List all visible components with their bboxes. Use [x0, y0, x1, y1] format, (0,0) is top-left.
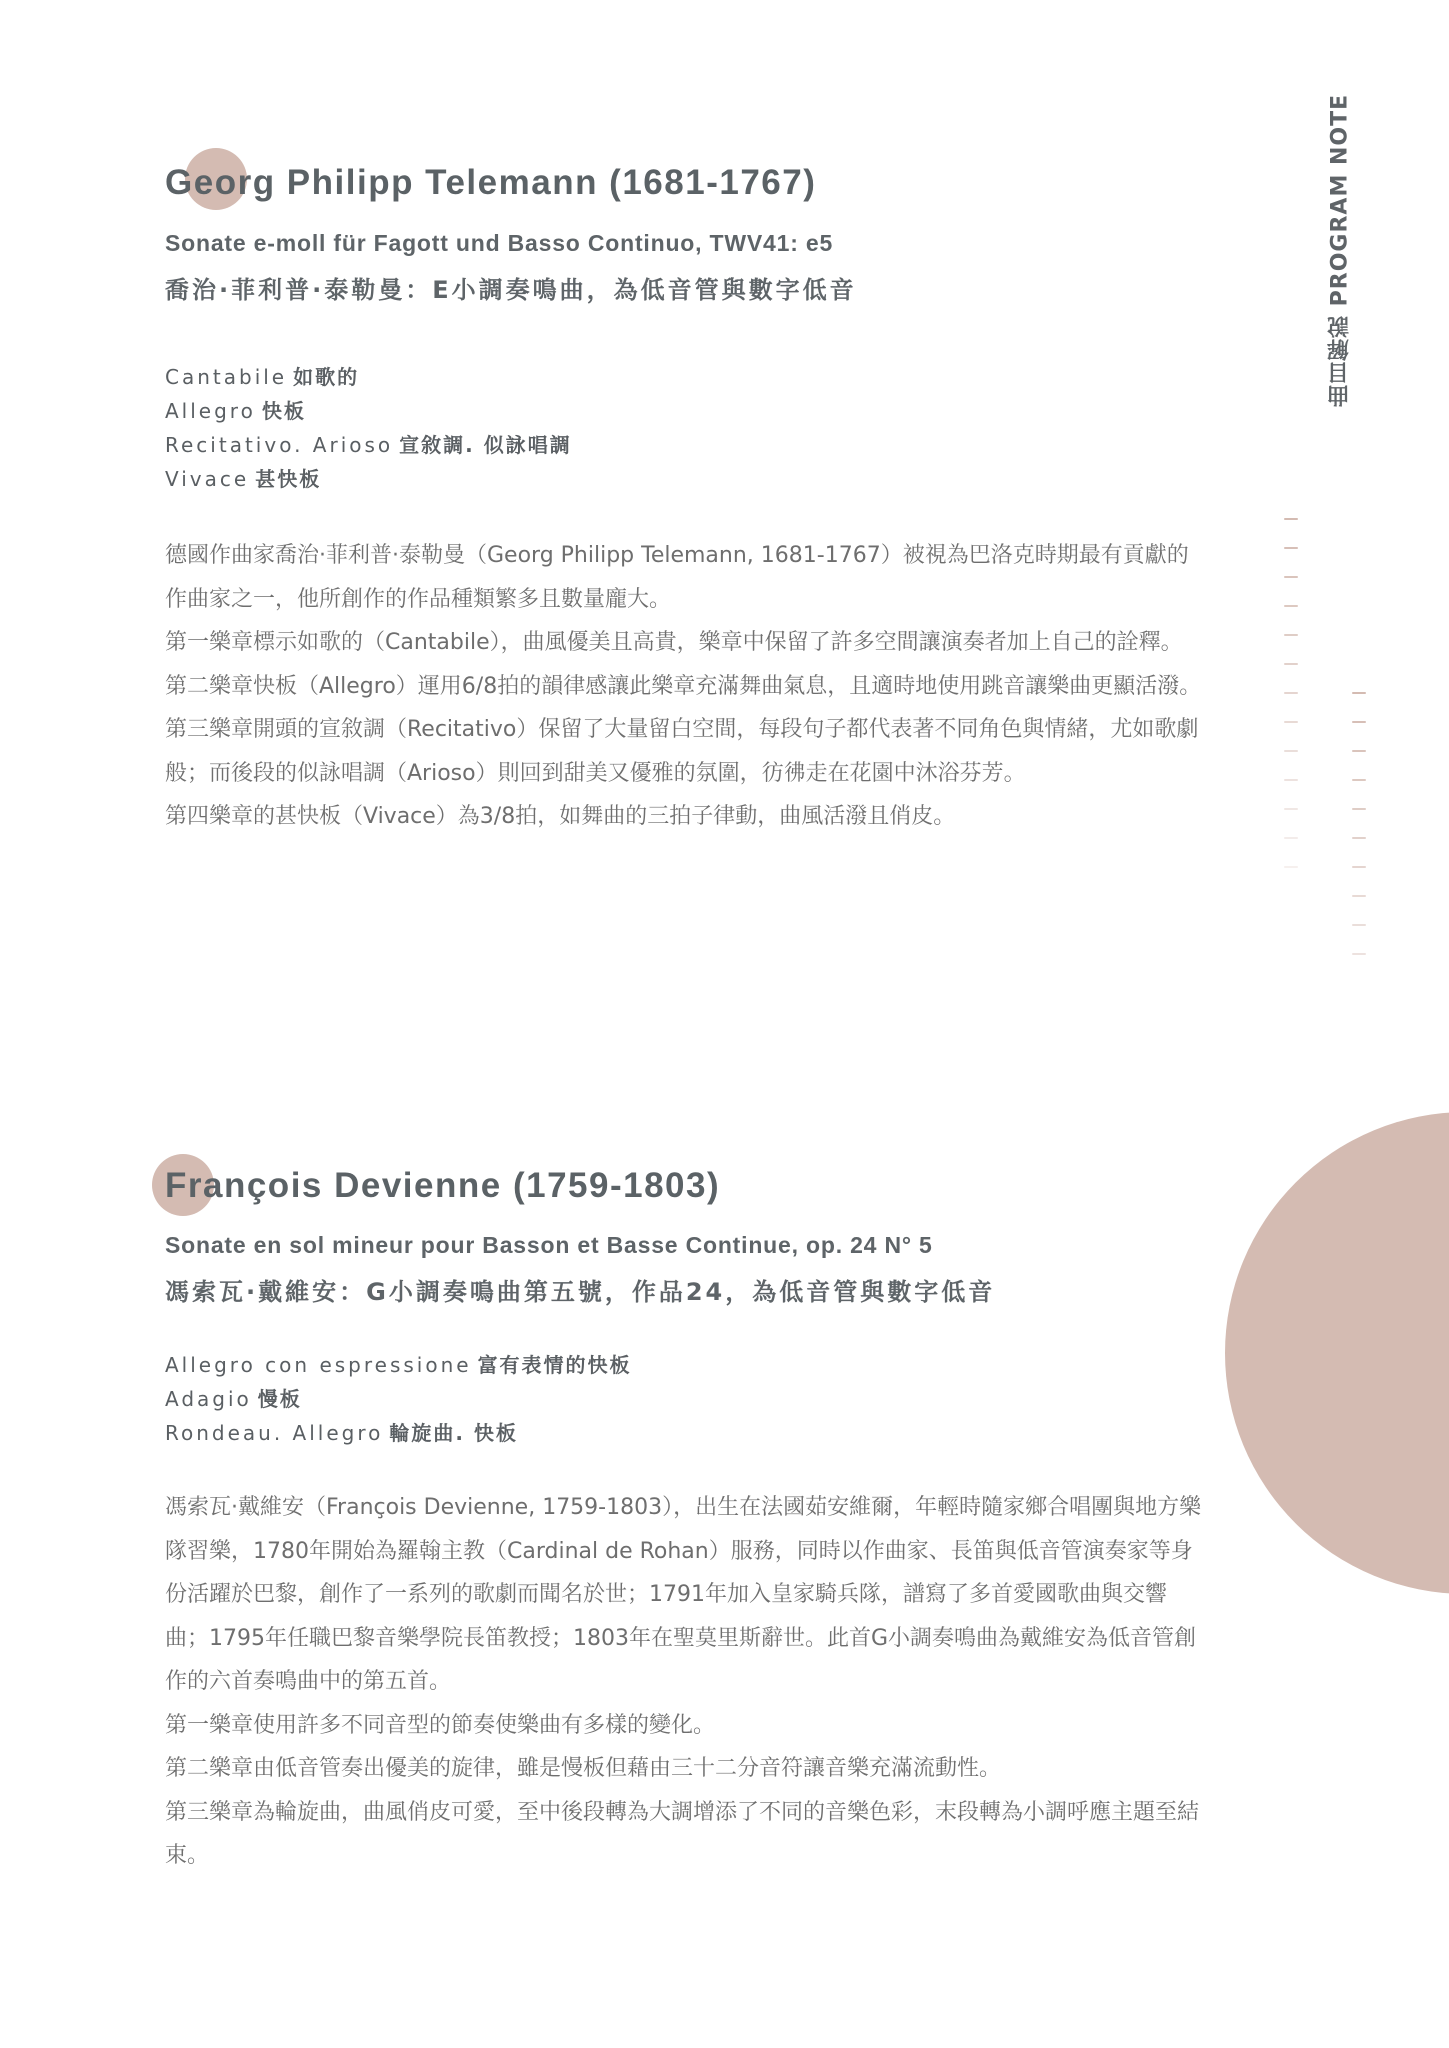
dash-mark: [1352, 750, 1366, 752]
decorative-half-circle: [1225, 1112, 1449, 1594]
dash-mark: [1284, 634, 1298, 636]
dash-mark: [1284, 721, 1298, 723]
dash-mark: [1352, 721, 1366, 723]
dash-mark: [1352, 837, 1366, 839]
dash-mark: [1352, 953, 1366, 955]
work-title: Sonate en sol mineur pour Basson et Basse Continue, op. 24 N° 5: [165, 1232, 933, 1258]
movement-name: Rondeau. Allegro: [165, 1421, 384, 1445]
movement-name: Allegro: [165, 399, 256, 423]
dash-mark: [1284, 866, 1298, 868]
program-note-label: 曲目解說 PROGRAM NOTE: [1327, 93, 1353, 407]
paragraph: 第一樂章使用許多不同音型的節奏使樂曲有多樣的變化。: [165, 1712, 716, 1738]
movement-name: Cantabile: [165, 365, 288, 389]
movement-name-zh: 甚快板: [255, 467, 322, 491]
movement-name-zh: 如歌的: [293, 365, 360, 389]
dash-mark: [1352, 808, 1366, 810]
paragraph: 第三樂章為輪旋曲，曲風俏皮可愛，至中後段轉為大調增添了不同的音樂色彩，末段轉為小調呼應主題至結束。: [165, 1799, 1200, 1868]
paragraph: 第三樂章開頭的宣敘調（Recitativo）保留了大量留白空間，每段句子都代表著不同角色與情緒，尤如歌劇般；而後段的似詠唱調（Arioso）則回到甜美又優雅的氛圍，彷彿走在花園中沐浴芬芳。: [165, 717, 1199, 786]
dash-mark: [1284, 808, 1298, 810]
paragraph: 馮索瓦·戴維安（François Devienne, 1759-1803），出生在法國茹安維爾，年輕時隨家鄉合唱團與地方樂隊習樂，1780年開始為羅翰主教（Cardinal de Rohan）服務，同時以作曲家、長笛與低音管演奏家等身份活躍於巴黎，創作了一系列的歌劇而聞名於世；1791年加入皇家騎兵隊，譜寫了多首愛國歌曲與交響曲；1795年任職巴黎音樂學院長笛教授；1803年在聖莫里斯辭世。此首G小調奏鳴曲為戴維安為低音管創作的六首奏鳴曲中的第五首。: [165, 1495, 1202, 1694]
paragraph: 第二樂章快板（Allegro）運用6/8拍的韻律感讓此樂章充滿舞曲氣息，且適時地使用跳音讓樂曲更顯活潑。: [165, 673, 1202, 699]
movement-list: [165, 360, 572, 496]
movement-item: [165, 1348, 632, 1382]
dash-mark: [1284, 692, 1298, 694]
dash-mark: [1352, 866, 1366, 868]
work-title-zh: 喬治·菲利普·泰勒曼：E小調奏鳴曲，為低音管與數字低音: [165, 276, 857, 304]
dash-mark: [1284, 518, 1298, 520]
movement-name-zh: 慢板: [257, 1387, 302, 1411]
movement-item: [165, 1416, 632, 1450]
movement-name: Allegro con espressione: [165, 1353, 472, 1377]
program-note-body: [165, 1486, 1205, 1878]
movement-name: Vivace: [165, 467, 250, 491]
program-note-body: [165, 534, 1205, 839]
movement-item: [165, 428, 572, 462]
movement-list: [165, 1348, 632, 1450]
dash-mark: [1352, 924, 1366, 926]
dash-mark: [1284, 750, 1298, 752]
movement-item: [165, 1382, 632, 1416]
dash-mark: [1352, 692, 1366, 694]
composer-heading: François Devienne (1759-1803): [165, 1166, 721, 1205]
work-title-zh: 馮索瓦·戴維安：G小調奏鳴曲第五號，作品24，為低音管與數字低音: [165, 1278, 996, 1306]
movement-name-zh: 快板: [261, 399, 306, 423]
paragraph: 第二樂章由低音管奏出優美的旋律，雖是慢板但藉由三十二分音符讓音樂充滿流動性。: [165, 1756, 1002, 1781]
paragraph: 第四樂章的甚快板（Vivace）為3/8拍，如舞曲的三拍子律動，曲風活潑且俏皮。: [165, 804, 956, 829]
movement-name-zh: 富有表情的快板: [477, 1353, 632, 1377]
dash-mark: [1284, 837, 1298, 839]
dash-mark: [1284, 663, 1298, 665]
movement-name: Adagio: [165, 1387, 252, 1411]
movement-item: [165, 462, 572, 496]
dash-mark: [1284, 779, 1298, 781]
movement-name-zh: 輪旋曲. 快板: [389, 1421, 518, 1445]
movement-name: Recitativo. Arioso: [165, 433, 394, 457]
dash-mark: [1284, 547, 1298, 549]
dash-mark: [1284, 576, 1298, 578]
paragraph: 第一樂章標示如歌的（Cantabile），曲風優美且高貴，樂章中保留了許多空間讓演奏者加上自己的詮釋。: [165, 630, 1183, 655]
movement-name-zh: 宣敘調. 似詠唱調: [399, 433, 572, 457]
movement-item: [165, 360, 572, 394]
work-title: Sonate e-moll für Fagott und Basso Continuo, TWV41: e5: [165, 230, 834, 256]
composer-heading: Georg Philipp Telemann (1681-1767): [165, 163, 817, 202]
dash-mark: [1284, 605, 1298, 607]
dash-mark: [1352, 895, 1366, 897]
movement-item: [165, 394, 572, 428]
paragraph: 德國作曲家喬治·菲利普·泰勒曼（Georg Philipp Telemann, 1681-1767）被視為巴洛克時期最有貢獻的作曲家之一，他所創作的作品種類繁多且數量龐大。: [165, 543, 1189, 612]
dash-mark: [1352, 779, 1366, 781]
